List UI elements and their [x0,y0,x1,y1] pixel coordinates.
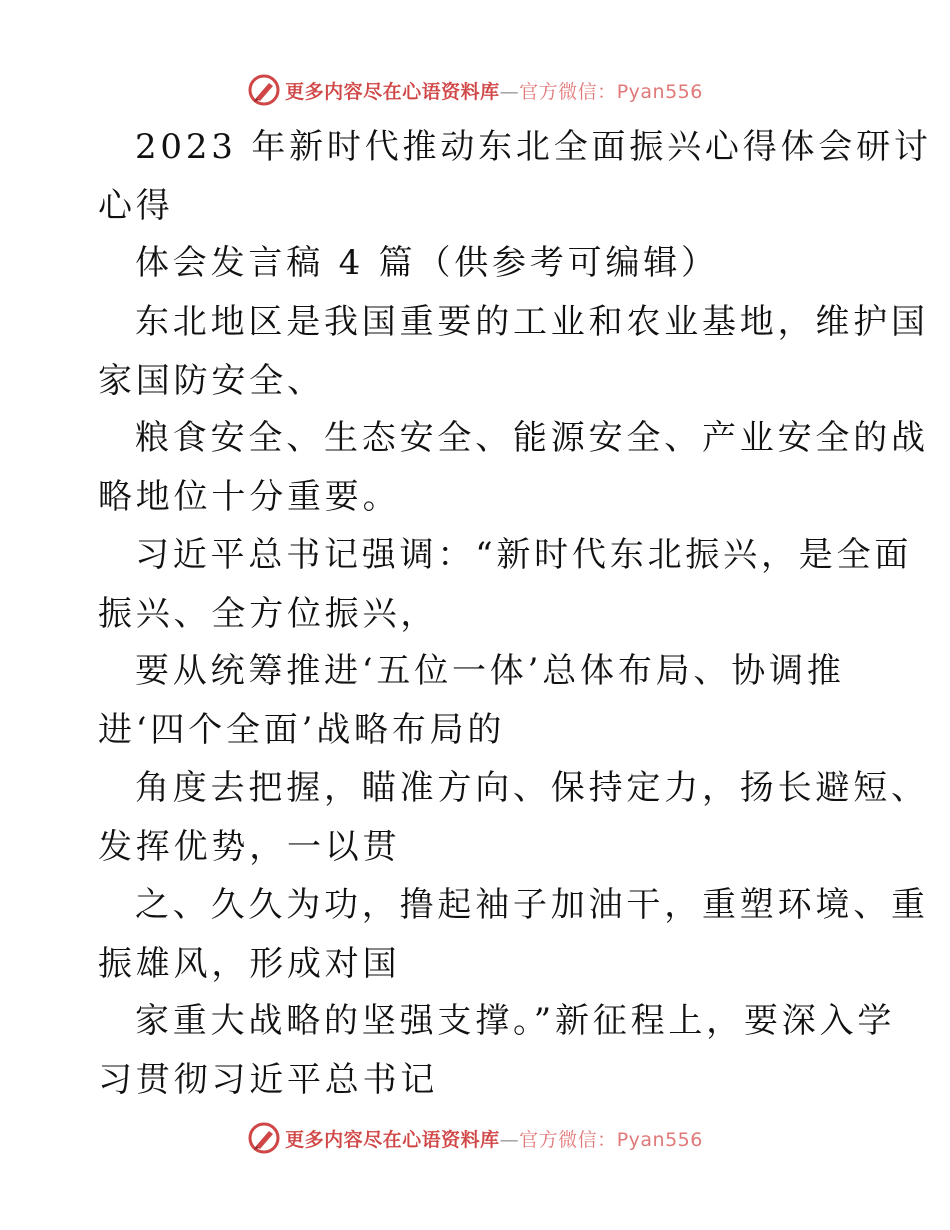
pen-logo-icon [247,73,281,107]
header-watermark [0,72,950,108]
body-line: 振兴、全方位振兴， [98,594,439,634]
body-line: 家国防安全、 [98,361,325,401]
body-line: 进‘四个全面’战略布局的 [98,710,506,750]
body-line: 角度去把握，瞄准方向、保持定力，扬长避短、 [135,768,929,808]
body-line: 习近平总书记强调：“新时代东北振兴，是全面 [135,535,913,575]
body-line: 之、久久为功，撸起袖子加油干，重塑环境、重 [135,885,929,925]
body-line: 发挥优势，一以贯 [98,827,401,867]
footer-watermark [0,1120,950,1156]
body-line: 要从统筹推进‘五位一体’总体布局、协调推 [135,651,845,691]
watermark-separator: — [499,1128,520,1151]
watermark-text [285,77,703,104]
title-line-1: 2023 年新时代推动东北全面振兴心得体会研讨 [135,127,932,167]
watermark-brand: 更多内容尽在心语资料库 [285,1128,500,1151]
body-line: 家重大战略的坚强支撑。”新征程上，要深入学 [135,1001,896,1041]
watermark-brand: 更多内容尽在心语资料库 [285,80,500,103]
watermark-separator: — [499,80,520,103]
watermark-text [285,1125,703,1152]
body-line: 粮食安全、生态安全、能源安全、产业安全的战 [135,418,929,458]
watermark-account: Pyan556 [616,80,703,103]
body-line: 略地位十分重要。 [98,477,401,517]
body-line: 习贯彻习近平总书记 [98,1060,439,1100]
watermark-official: 官方微信： [519,80,617,103]
title-line-3: 体会发言稿 4 篇（供参考可编辑） [135,243,719,283]
body-line: 振雄风，形成对国 [98,944,401,984]
pen-logo-icon [247,1121,281,1155]
watermark-account: Pyan556 [616,1128,703,1151]
title-line-2: 心得 [98,186,174,226]
watermark-official: 官方微信： [519,1128,617,1151]
body-line: 东北地区是我国重要的工业和农业基地，维护国 [135,302,929,342]
